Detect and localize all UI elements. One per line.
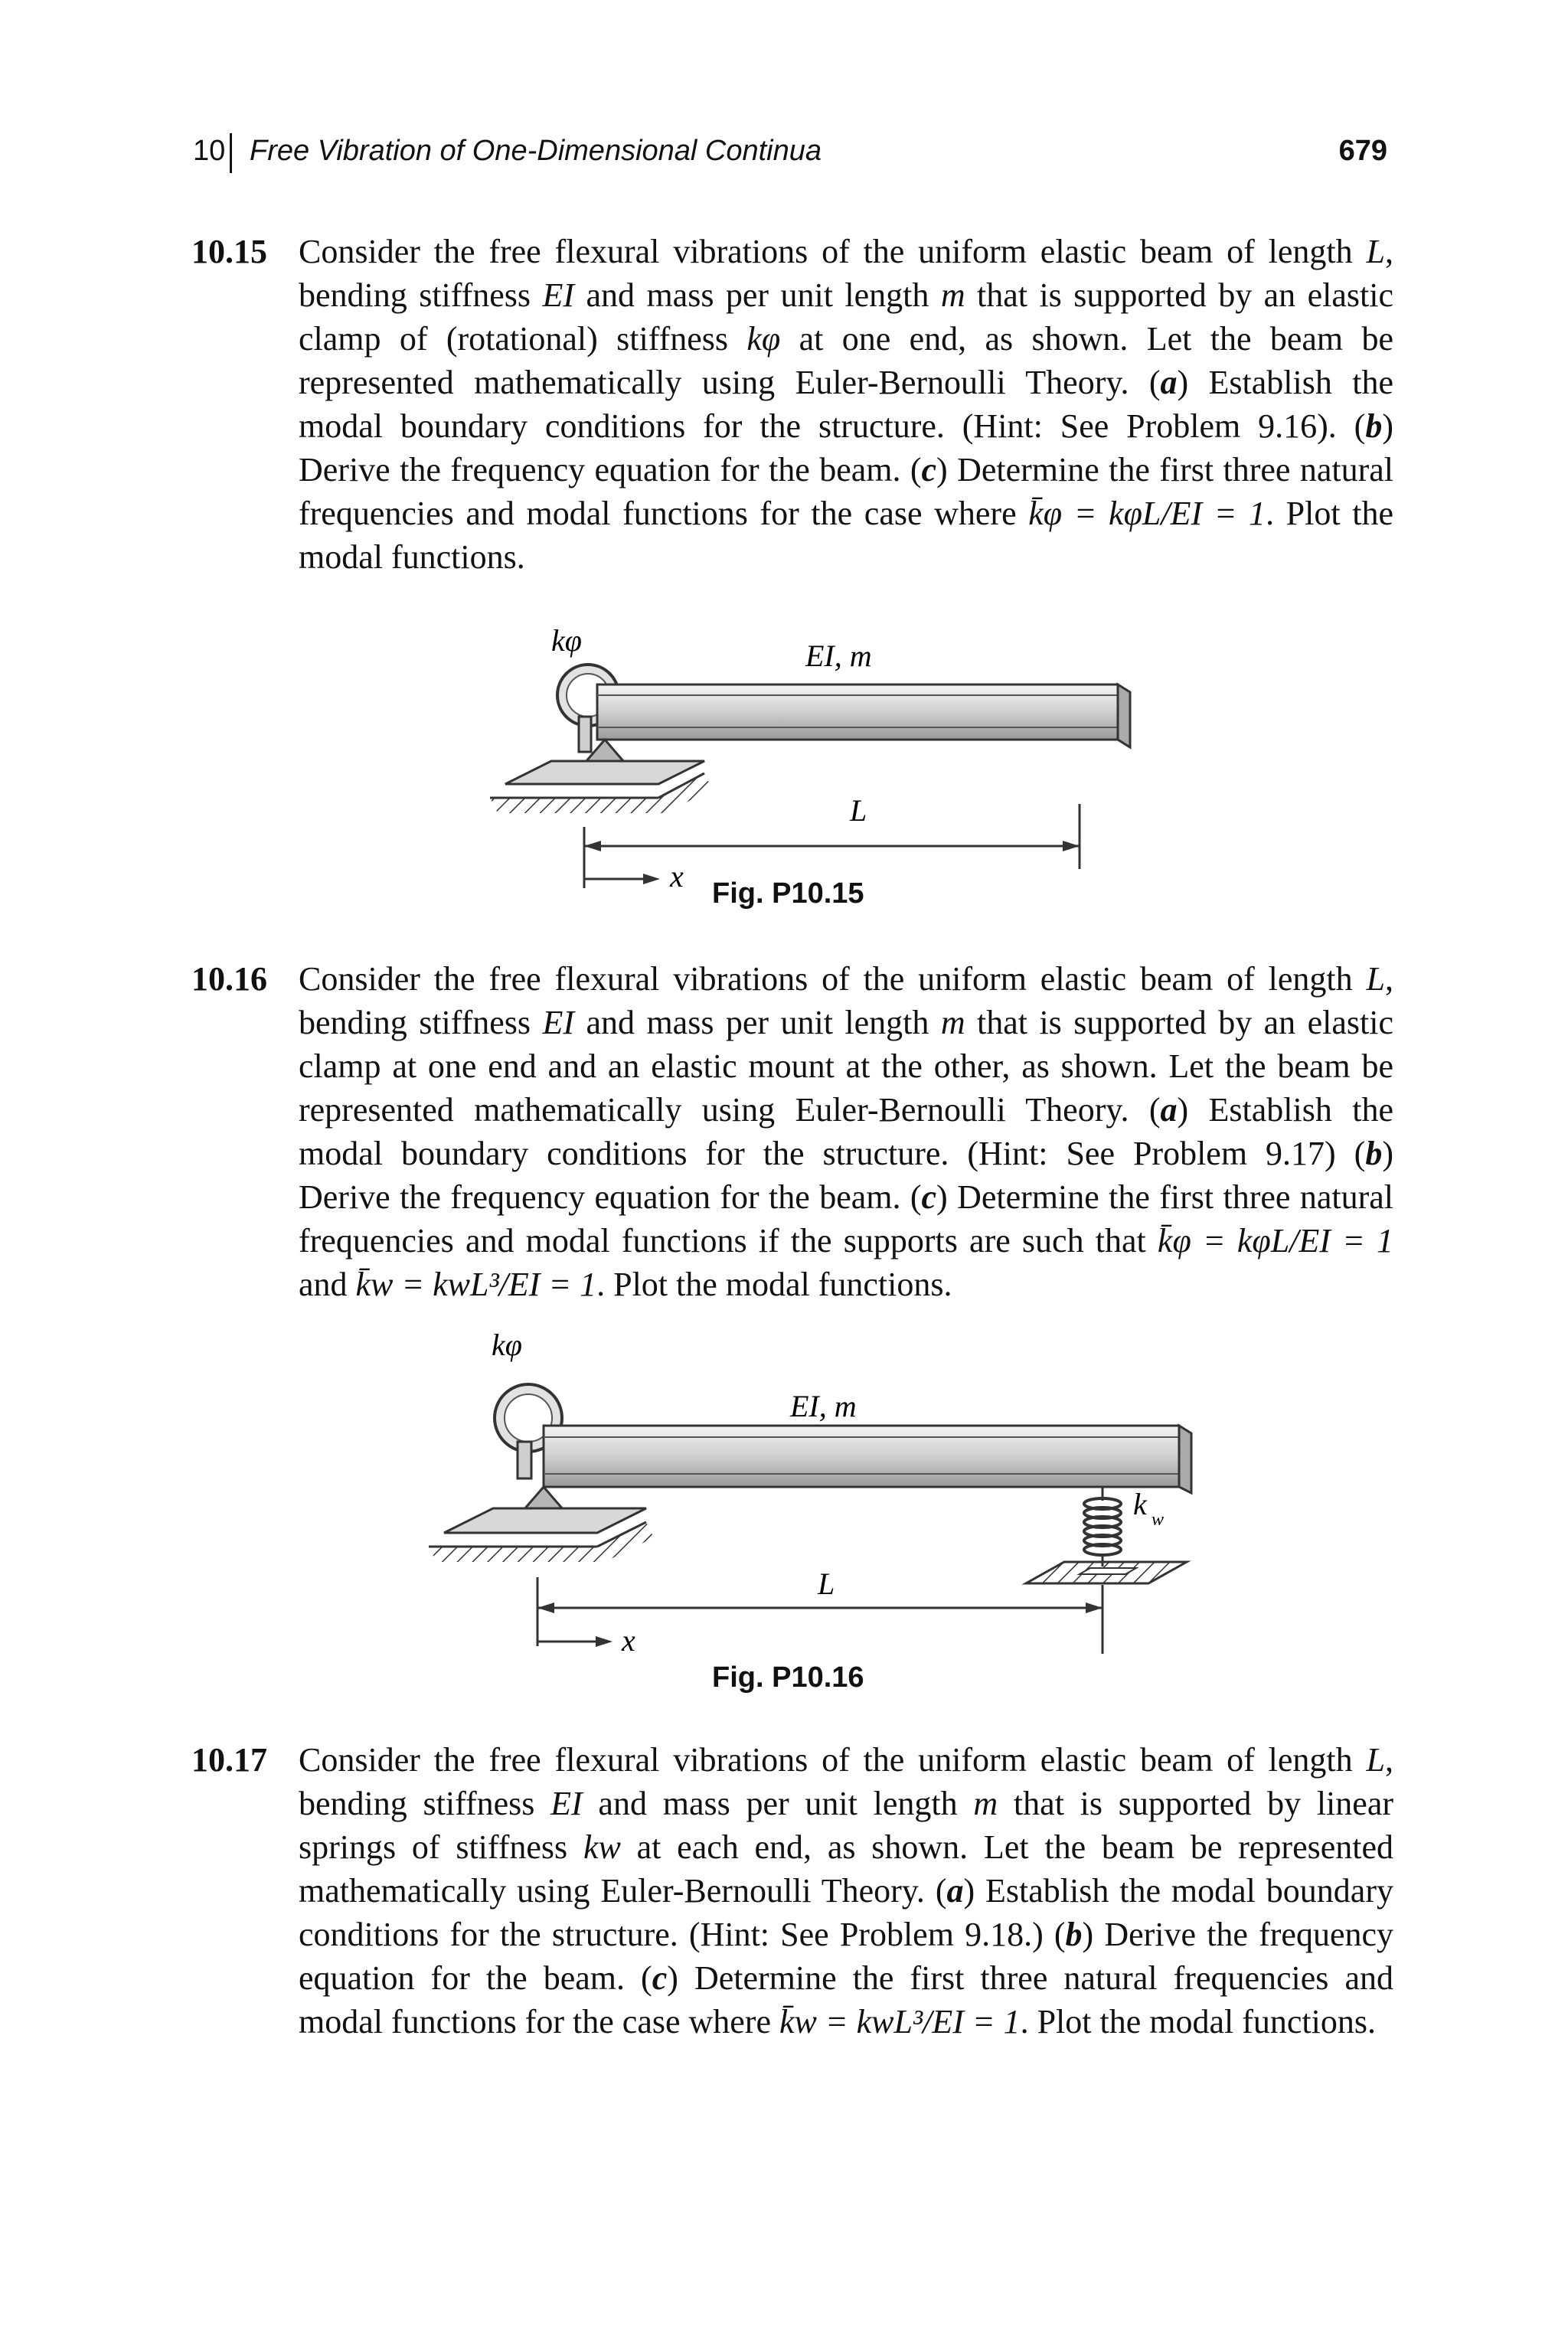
k-w-label: k <box>1133 1487 1147 1521</box>
beam-property-label: EI, m <box>790 1389 857 1423</box>
figure-caption: Fig. P10.15 <box>712 877 864 910</box>
problem-10-17 <box>191 1738 1393 2044</box>
k-phi-label: kφ <box>492 1328 522 1362</box>
equation: k̄w = kwL³/EI = 1 <box>355 1266 597 1303</box>
page-number: 679 <box>1338 135 1387 167</box>
x-axis-label: x <box>622 1623 635 1658</box>
x-axis-label: x <box>670 859 684 894</box>
chapter-number: 10 <box>193 135 226 167</box>
problem-number: 10.16 <box>191 960 267 998</box>
problem-number: 10.17 <box>191 1741 267 1779</box>
length-label: L <box>818 1567 835 1601</box>
header-divider <box>230 133 232 173</box>
linear-spring-icon <box>1084 1498 1121 1555</box>
length-label: L <box>850 793 867 828</box>
figure-p10-15 <box>475 605 1148 911</box>
equation: k̄φ = kφL/EI = 1 <box>1028 495 1266 532</box>
equation: k̄w = kwL³/EI = 1 <box>779 2003 1021 2040</box>
beam-property-label: EI, m <box>805 639 872 673</box>
k-w-subscript: w <box>1152 1510 1165 1530</box>
problem-text: Consider the free flexural vibrations of the uniform elastic beam of length L, bending stiffness EI and mass per unit length m that is supported by an elastic clamp of (rotational) stiffness kφ at one end, as shown. Let the beam be represented mathematically using Euler-Bernoulli Theory. (a) Establish the modal boundary conditions for the structure. (Hint: See Problem 9.16). (b) Derive the frequency equation for the beam. (c) Determine the first three natural frequencies and modal functions for the case where k̄φ = kφL/EI = 1. Plot the modal functions. <box>299 233 1394 576</box>
problem-text: Consider the free flexural vibrations of the uniform elastic beam of length L, bending stiffness EI and mass per unit length m that is supported by linear springs of stiffness kw at each end, as shown. Let the beam be represented mathematically using Euler-Bernoulli Theory. (a) Establish the modal boundary conditions for the structure. (Hint: See Problem 9.18.) (b) Derive the frequency equation for the beam. (c) Determine the first three natural frequencies and modal functions for the case where k̄w = kwL³/EI = 1. Plot the modal functions. <box>299 1741 1394 2040</box>
equation: k̄φ = kφL/EI = 1 <box>1157 1222 1393 1259</box>
beam <box>544 1426 1179 1487</box>
beam <box>597 684 1118 740</box>
problem-text: Consider the free flexural vibrations of the uniform elastic beam of length L, bending stiffness EI and mass per unit length m that is supported by an elastic clamp at one end and an elastic mount at the other, as shown. Let the beam be represented mathematically using Euler-Bernoulli Theory. (a) Establish the modal boundary conditions for the structure. (Hint: See Problem 9.17) (b) Derive the frequency equation for the beam. (c) Determine the first three natural frequencies and modal functions if the supports are such that k̄φ = kφL/EI = 1 and k̄w = kwL³/EI = 1. Plot the modal functions. <box>299 960 1394 1303</box>
figure-p10-16 <box>429 1317 1240 1669</box>
problem-number: 10.15 <box>191 233 267 270</box>
figure-caption: Fig. P10.16 <box>712 1661 864 1694</box>
k-phi-label: kφ <box>551 623 582 658</box>
running-header <box>193 135 1387 178</box>
problem-10-15 <box>191 230 1393 579</box>
problem-10-16 <box>191 957 1393 1306</box>
chapter-title: Free Vibration of One-Dimensional Continua <box>250 135 822 167</box>
